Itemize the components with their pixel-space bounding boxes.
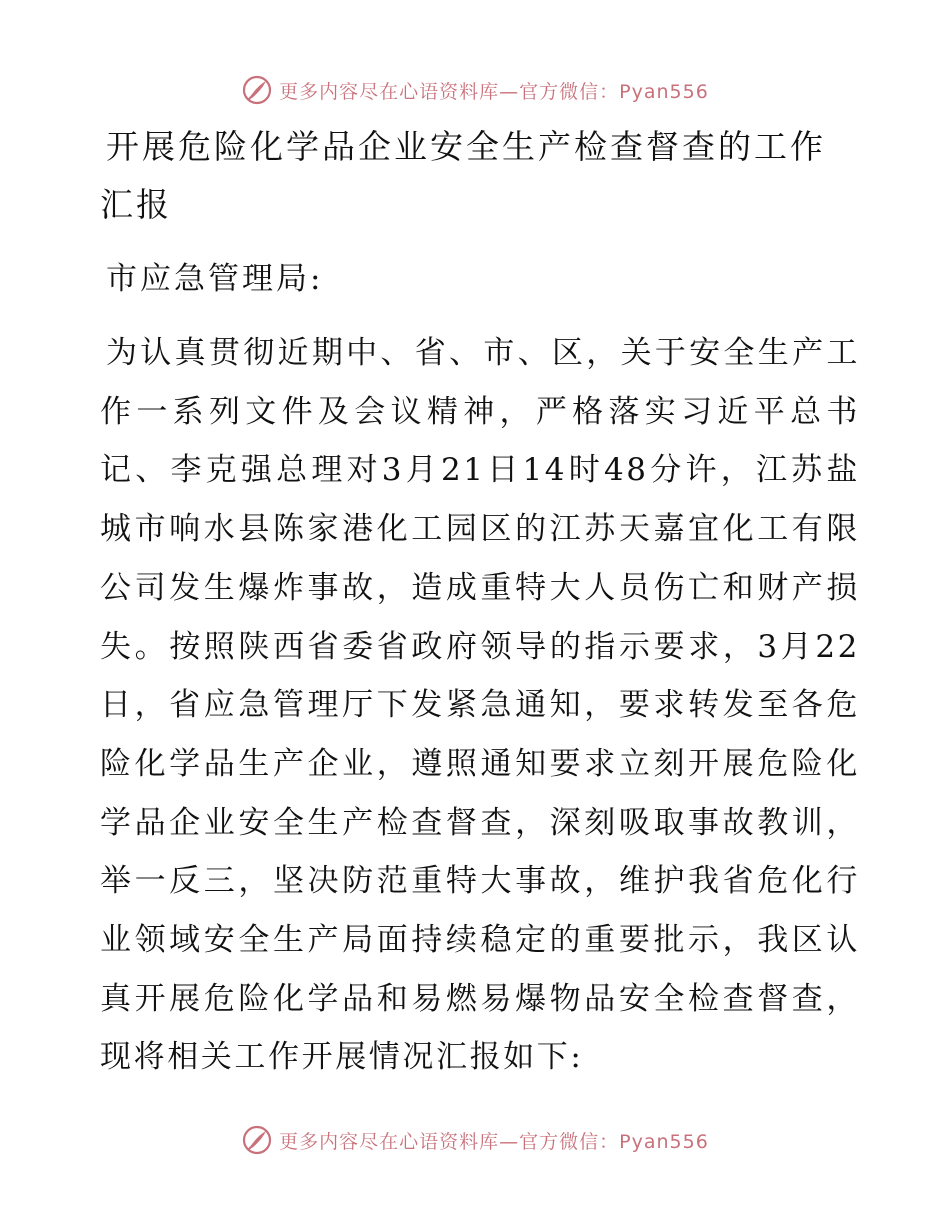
document-body (100, 118, 860, 1087)
body-paragraph: 为认真贯彻近期中、省、市、区，关于安全生产工作一系列文件及会议精神，严格落实习近平总书记、李克强总理对3月21日14时48分许，江苏盐城市响水县陈家港化工园区的江苏天嘉宜化工有限公司发生爆炸事故，造成重特大人员伤亡和财产损失。按照陕西省委省政府领导的指示要求，3月22日，省应急管理厅下发紧急通知，要求转发至各危险化学品生产企业，遵照通知要求立刻开展危险化学品企业安全生产检查督查，深刻吸取事故教训，举一反三，坚决防范重特大事故，维护我省危化行业领域安全生产局面持续稳定的重要批示，我区认真开展危险化学品和易燃易爆物品安全检查督查，现将相关工作开展情况汇报如下: (100, 335, 860, 1076)
header-watermark (0, 70, 950, 110)
watermark-text: 更多内容尽在心语资料库—官方微信：Pyan556 (279, 1130, 709, 1153)
salutation: 市应急管理局: (106, 261, 324, 297)
footer-watermark (0, 1120, 950, 1160)
quill-logo-icon (241, 74, 273, 106)
document-title: 开展危险化学品企业安全生产检查督查的工作汇报 (100, 127, 826, 224)
quill-logo-icon (241, 1124, 273, 1156)
watermark-text: 更多内容尽在心语资料库—官方微信：Pyan556 (279, 80, 709, 103)
